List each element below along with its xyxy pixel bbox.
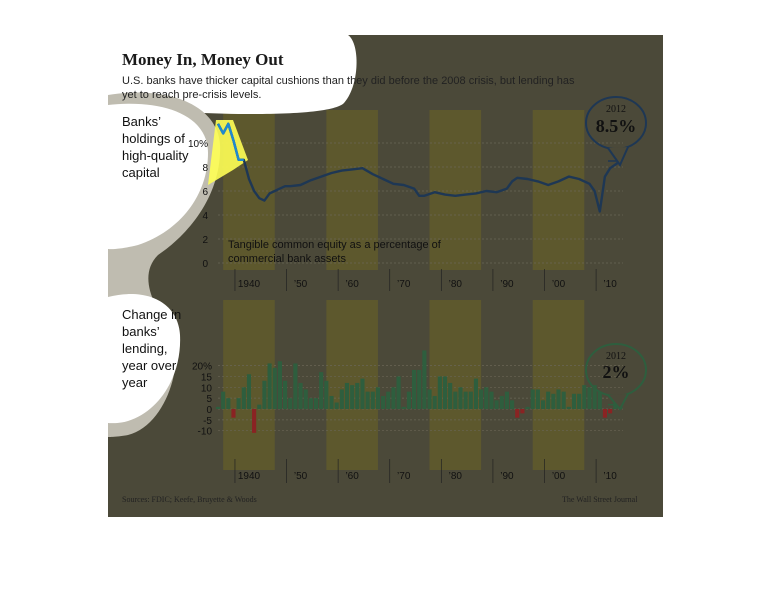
lending-bar xyxy=(335,402,339,409)
lending-bar xyxy=(536,389,540,409)
bottom-x-tick-label: ’80 xyxy=(448,471,463,482)
lending-bar xyxy=(489,392,493,409)
top-x-tick-label: ’70 xyxy=(397,279,411,290)
lending-bar xyxy=(278,361,282,409)
callout-top-year: 2012 xyxy=(606,104,626,115)
top-panel-label: Banks’ holdings of high-quality capital xyxy=(122,114,189,180)
lending-bar xyxy=(216,407,220,409)
top-y-tick-label: 8 xyxy=(202,163,208,174)
lending-bar xyxy=(242,387,246,409)
lending-bar xyxy=(221,392,225,409)
lending-bar xyxy=(505,392,509,409)
lending-bar xyxy=(329,396,333,409)
lending-bar xyxy=(350,385,354,409)
sources-note: Sources: FDIC; Keefe, Bruyette & Woods xyxy=(122,495,257,504)
lending-bar xyxy=(422,350,426,409)
lending-bar xyxy=(500,396,504,409)
lending-bar xyxy=(572,394,576,409)
equity-annotation: Tangible common equity as a percentage of commercial bank assets xyxy=(228,239,441,265)
top-x-tick-label: ’10 xyxy=(603,279,617,290)
lending-bar xyxy=(314,398,318,409)
bottom-x-tick-label: ’00 xyxy=(551,471,566,482)
lending-bar xyxy=(433,396,437,409)
lending-bar xyxy=(474,379,478,409)
bottom-y-tick-label: 0 xyxy=(206,405,212,416)
top-x-tick-label: ’80 xyxy=(448,279,463,290)
bottom-y-tick-label: -10 xyxy=(197,426,212,438)
page-title: Money In, Money Out xyxy=(122,50,284,69)
bottom-y-tick-label: 15 xyxy=(200,372,212,384)
lending-bar xyxy=(355,383,359,409)
lending-bar xyxy=(556,389,560,409)
lending-bar xyxy=(247,374,251,409)
lending-bar xyxy=(541,400,545,409)
callout-top-value: 8.5% xyxy=(595,116,637,136)
bottom-y-tick-label: 10 xyxy=(200,383,212,395)
bottom-decade-band xyxy=(533,300,585,470)
lending-bar xyxy=(443,376,447,409)
top-y-tick-label: 4 xyxy=(202,211,208,222)
lending-bar xyxy=(293,363,297,409)
callout-top-tail xyxy=(608,147,628,165)
bottom-y-tick-label: -5 xyxy=(203,415,212,427)
bottom-x-tick-label: ’60 xyxy=(345,471,359,482)
lending-bar xyxy=(438,376,442,409)
callout-bottom-year: 2012 xyxy=(606,351,626,362)
lending-bar xyxy=(304,389,308,409)
lending-bar xyxy=(345,383,349,409)
lending-bar xyxy=(546,392,550,409)
bottom-panel-label: Change in banks’ lending, year over year xyxy=(122,307,182,390)
lending-bar xyxy=(567,407,571,409)
lending-bar xyxy=(520,409,524,413)
chart-canvas xyxy=(108,35,663,517)
top-y-tick-label: 6 xyxy=(202,187,208,198)
lending-bar xyxy=(391,387,395,409)
bottom-x-tick-label: ’90 xyxy=(500,471,514,482)
lending-bar xyxy=(469,392,473,409)
lending-bar xyxy=(371,392,375,409)
lending-bar xyxy=(319,372,323,409)
lending-bar xyxy=(562,392,566,409)
top-y-tick-label: 0 xyxy=(202,259,208,270)
lending-bar xyxy=(257,405,261,409)
lending-bar xyxy=(324,381,328,409)
callout-bottom-tail xyxy=(608,394,628,409)
lending-bar xyxy=(577,394,581,409)
lending-bar xyxy=(603,409,607,418)
lending-bar xyxy=(453,392,457,409)
lending-bar xyxy=(386,392,390,409)
lending-bar xyxy=(283,381,287,409)
lending-bar xyxy=(598,392,602,409)
top-x-tick-label: 1940 xyxy=(237,279,261,290)
lending-bar xyxy=(608,409,612,413)
callout-bottom-value: 2% xyxy=(602,362,630,382)
lending-bar xyxy=(427,389,431,409)
lending-bar xyxy=(288,398,292,409)
lending-bar xyxy=(495,400,499,409)
top-y-tick-label: 10% xyxy=(187,139,208,150)
lending-bar xyxy=(366,392,370,409)
lending-bar xyxy=(231,409,235,418)
bottom-x-tick-label: 1940 xyxy=(237,471,261,482)
top-y-tick-label: 2 xyxy=(202,235,208,246)
bottom-x-tick-label: ’10 xyxy=(603,471,617,482)
lending-bar xyxy=(582,385,586,409)
decade-bands xyxy=(223,110,584,470)
lending-bar xyxy=(376,387,380,409)
lending-bar xyxy=(340,389,344,409)
bottom-decade-band xyxy=(326,300,378,470)
lending-bar xyxy=(407,392,411,409)
lending-bar xyxy=(252,409,256,433)
lending-bar xyxy=(262,381,266,409)
publisher-credit: The Wall Street Journal xyxy=(562,495,638,504)
bottom-y-tick-label: 20% xyxy=(191,361,212,373)
lending-bar xyxy=(381,396,385,409)
lending-bar xyxy=(417,370,421,409)
lending-bar xyxy=(226,398,230,409)
lending-bar xyxy=(515,409,519,418)
lending-bar xyxy=(510,400,514,409)
chart-panel xyxy=(108,35,663,517)
lending-bar xyxy=(551,394,555,409)
lending-bar xyxy=(360,379,364,409)
lending-bar xyxy=(525,407,529,409)
top-x-tick-label: ’90 xyxy=(500,279,514,290)
bottom-y-tick-label: 5 xyxy=(206,394,212,406)
lending-bar xyxy=(587,387,591,409)
top-x-tick-label: ’60 xyxy=(345,279,359,290)
lending-bar xyxy=(298,383,302,409)
lending-bar xyxy=(412,370,416,409)
lending-bar xyxy=(479,389,483,409)
lending-bar xyxy=(402,407,406,409)
bottom-x-tick-label: ’70 xyxy=(397,471,411,482)
lending-bar xyxy=(268,363,272,409)
lending-bar xyxy=(309,398,313,409)
lending-bar xyxy=(397,376,401,409)
lending-bar xyxy=(448,383,452,409)
page-subtitle: U.S. banks have thicker capital cushions than they did before the 2008 crisis, but lending has yet to reach pre-crisis levels. xyxy=(122,75,575,101)
lending-bar xyxy=(273,368,277,409)
lending-bar xyxy=(484,387,488,409)
lending-bar xyxy=(237,398,241,409)
lending-bar xyxy=(464,392,468,409)
bottom-x-tick-label: ’50 xyxy=(293,471,308,482)
bottom-decade-band xyxy=(430,300,482,470)
top-x-tick-label: ’50 xyxy=(293,279,308,290)
lending-bar xyxy=(458,387,462,409)
lending-bar xyxy=(531,389,535,409)
top-x-tick-label: ’00 xyxy=(551,279,566,290)
